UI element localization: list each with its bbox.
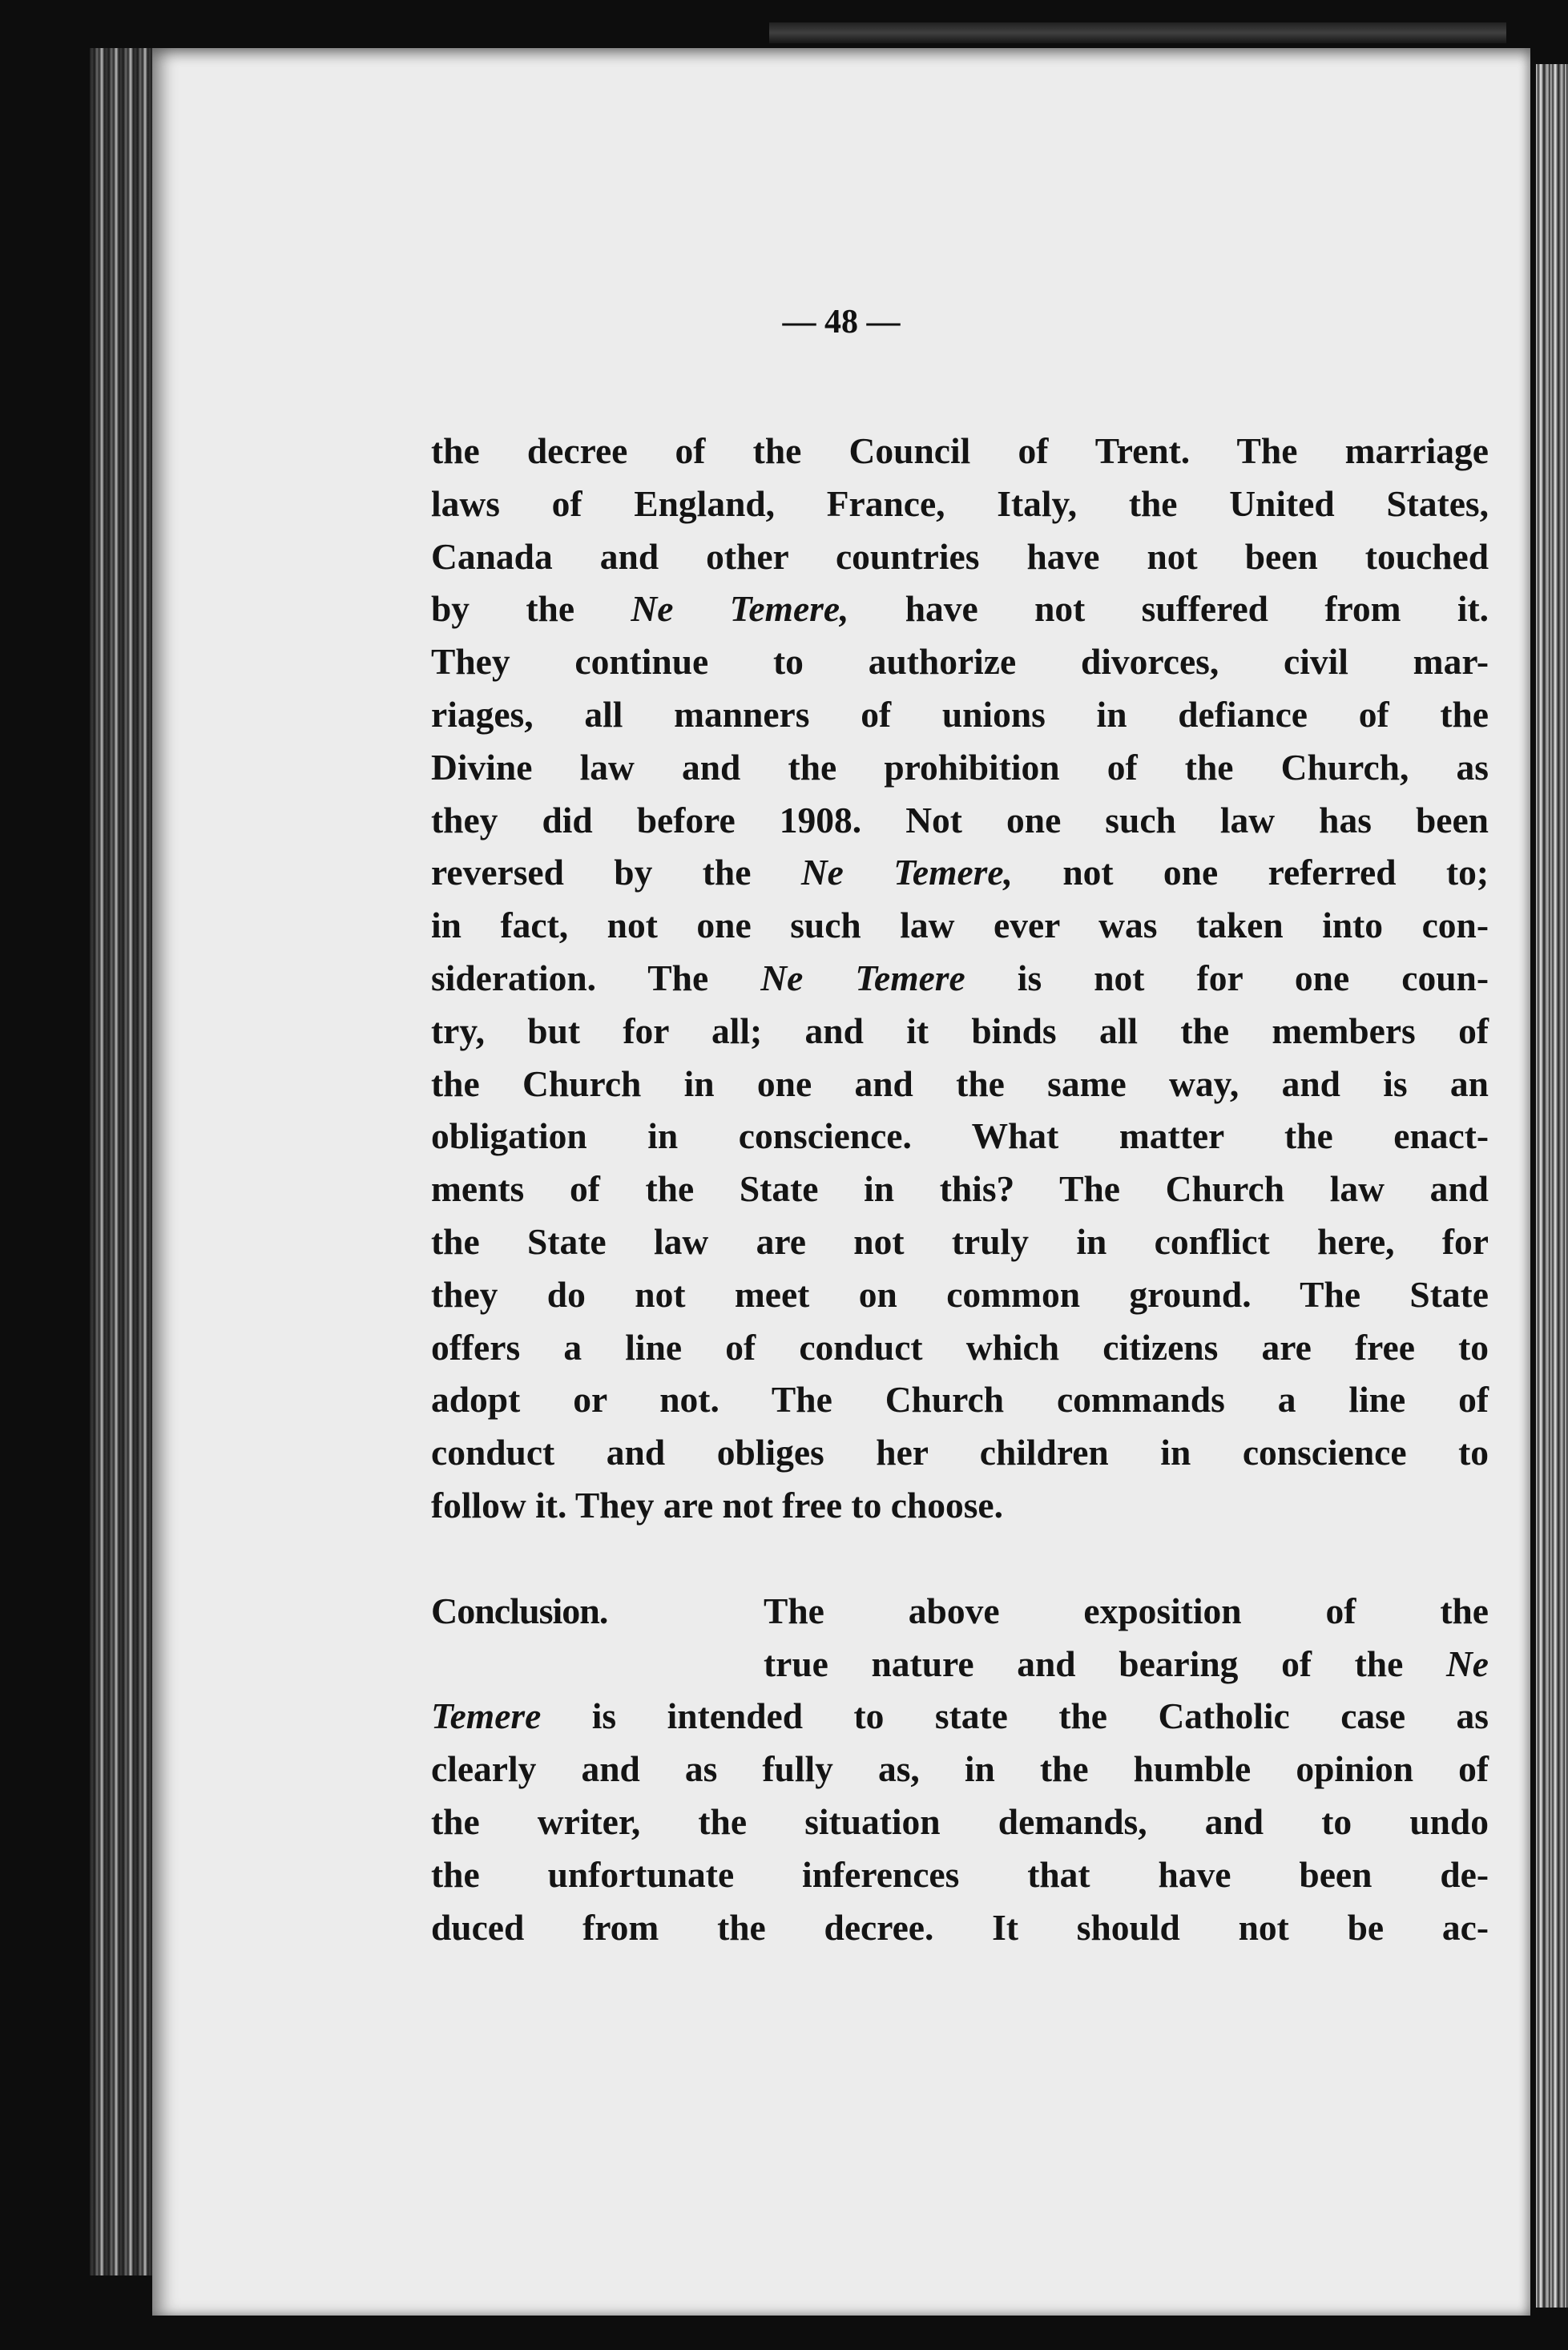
text-line: the unfortunate inferences that have been de-: [431, 1853, 1489, 1895]
text-line: the writer, the situation demands, and to undo: [431, 1800, 1489, 1842]
text-line: laws of England, France, Italy, the United States,: [431, 482, 1489, 524]
text-line: true nature and bearing of the Ne: [764, 1643, 1489, 1684]
text-line: conduct and obliges her children in conscience to: [431, 1432, 1489, 1473]
text-line: the decree of the Council of Trent. The marriage: [431, 430, 1489, 471]
text-line: the Church in one and the same way, and is an: [431, 1062, 1489, 1104]
text-line: reversed by the Ne Temere, not one referred to;: [431, 852, 1489, 893]
book-binding: [90, 48, 162, 2275]
paragraph-2-lines: [431, 1743, 1489, 1953]
text-line: ments of the State in this? The Church law and: [431, 1168, 1489, 1210]
text-line: they did before 1908. Not one such law has been: [431, 799, 1489, 840]
text-line: duced from the decree. It should not be ac-: [431, 1906, 1489, 1948]
text-line: They continue to authorize divorces, civil mar-: [431, 641, 1489, 683]
text-line: Divine law and the prohibition of the Church, as: [431, 746, 1489, 788]
text-line: sideration. The Ne Temere is not for one coun-: [431, 957, 1489, 998]
text-line: in fact, not one such law ever was taken into con-: [431, 905, 1489, 946]
text-line: they do not meet on common ground. The State: [431, 1273, 1489, 1315]
text-line: Canada and other countries have not been touched: [431, 535, 1489, 577]
text-line: try, but for all; and it binds all the members of: [431, 1010, 1489, 1051]
text-line: riages, all manners of unions in defiance of the: [431, 693, 1489, 735]
text-line: The above exposition of the: [764, 1590, 1489, 1631]
text-line: Temere is intended to state the Catholic case as: [431, 1695, 1489, 1737]
page: [152, 48, 1530, 2316]
text-line: adopt or not. The Church commands a line of: [431, 1379, 1489, 1421]
side-heading: Conclusion.: [431, 1590, 608, 1631]
text-line: by the Ne Temere, have not suffered from it.: [431, 588, 1489, 630]
paragraph-gap: [431, 1532, 1489, 1585]
paragraph-1: [431, 425, 1489, 1532]
text-line: obligation in conscience. What matter the enact-: [431, 1115, 1489, 1157]
text-line: offers a line of conduct which citizens are free to: [431, 1326, 1489, 1368]
text-body: [431, 425, 1489, 1953]
page-number: — 48 —: [782, 304, 901, 341]
scan-artifact: [769, 22, 1506, 43]
paragraph-2: [431, 1585, 1489, 1954]
text-line: follow it. They are not free to choose.: [431, 1484, 1003, 1526]
text-line: the State law are not truly in conflict here, for: [431, 1220, 1489, 1262]
text-line: clearly and as fully as, in the humble opinion of: [431, 1748, 1489, 1790]
page-edges: [1536, 64, 1568, 2308]
